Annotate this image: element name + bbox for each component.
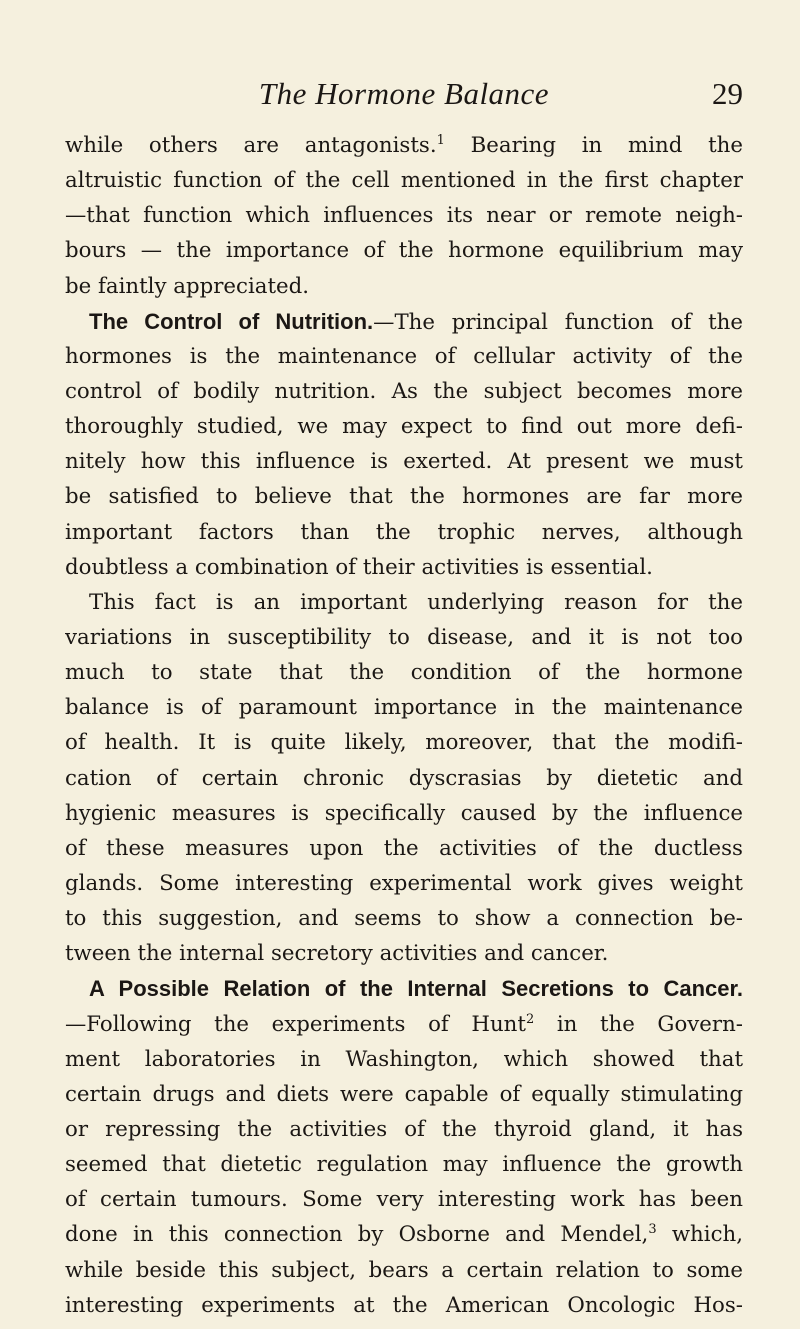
text-line: interesting experiments at the American Oncologic Hos- — [65, 1292, 743, 1318]
text-line: altruistic function of the cell mentioned in the first chapter — [65, 168, 743, 194]
text-line: control of bodily nutrition. As the subject becomes more — [65, 378, 743, 404]
footnote-ref: 1 — [436, 133, 445, 148]
footnote-ref: 3 — [648, 1222, 657, 1238]
line-text: Bearing in mind the — [444, 133, 743, 158]
text-line: bours — the importance of the hormone equilibrium may — [65, 238, 743, 264]
text-line: —that function which influences its near or remote neigh- — [65, 203, 743, 229]
text-line: ment laboratories in Washington, which showed that — [65, 1046, 743, 1072]
text-line: or repressing the activities of the thyroid gland, it has — [65, 1116, 743, 1142]
text-line: to this suggestion, and seems to show a connection be- — [65, 906, 743, 932]
line-text: —The principal function of the — [373, 309, 743, 335]
text-line: variations in susceptibility to disease, and it is not too — [65, 624, 743, 650]
text-line: doubtless a combination of their activities is essential. — [65, 554, 653, 580]
text-line — [65, 128, 743, 163]
section-heading: A Possible Relation of the Internal Secretions to Cancer. — [89, 976, 743, 1002]
footnote-ref: 2 — [525, 1011, 535, 1027]
text-line: seemed that dietetic regulation may influence the growth — [65, 1152, 743, 1178]
text-line: while beside this subject, bears a certain relation to some — [65, 1257, 743, 1283]
text-line: hormones is the maintenance of cellular activity of the — [65, 343, 743, 369]
text-line: tween the internal secretory activities and cancer. — [65, 941, 609, 967]
text-line — [65, 304, 743, 339]
body-text — [65, 128, 743, 1323]
text-line: important factors than the trophic nerves, although — [65, 519, 743, 545]
text-line — [65, 1217, 743, 1252]
text-line: nitely how this influence is exerted. At present we must — [65, 449, 743, 475]
text-line: much to state that the condition of the hormone — [65, 660, 743, 686]
line-text: which, — [656, 1222, 743, 1248]
running-head — [65, 76, 743, 116]
text-line: certain drugs and diets were capable of equally stimulating — [65, 1081, 743, 1107]
text-line: thoroughly studied, we may expect to find out more defi- — [65, 414, 743, 440]
text-line: hygienic measures is specifically caused by the influence — [65, 800, 743, 826]
text-line: of certain tumours. Some very interesting work has been — [65, 1187, 743, 1213]
text-line: of health. It is quite likely, moreover, that the modifi- — [65, 730, 743, 756]
text-line: be faintly appreciated. — [65, 273, 310, 299]
text-line: cation of certain chronic dyscrasias by dietetic and — [65, 765, 743, 791]
page-number: 29 — [712, 76, 743, 111]
text-line — [65, 1007, 743, 1042]
section-heading: The Control of Nutrition. — [89, 308, 374, 334]
text-line: glands. Some interesting experimental work gives weight — [65, 870, 743, 896]
line-text: while others are antagonists. — [65, 133, 437, 158]
text-line — [65, 971, 743, 1006]
line-text: —Following the experiments of Hunt — [65, 1011, 526, 1037]
line-text: done in this connection by Osborne and Mendel, — [65, 1222, 649, 1248]
line-text: in the Govern- — [534, 1011, 743, 1037]
text-line: balance is of paramount importance in the maintenance — [65, 695, 743, 721]
text-line: This fact is an important underlying reason for the — [89, 589, 743, 615]
running-title: The Hormone Balance — [258, 76, 550, 111]
text-line: be satisfied to believe that the hormones are far more — [65, 484, 743, 510]
text-line: of these measures upon the activities of the ductless — [65, 835, 743, 861]
